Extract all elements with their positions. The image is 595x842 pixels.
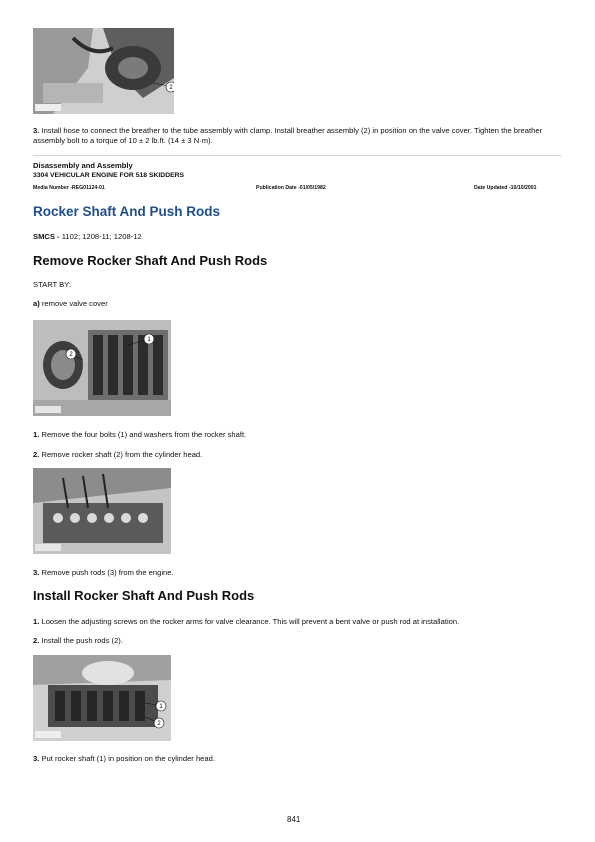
- install-step-3: 3. Put rocker shaft (1) in position on the cylinder head.: [33, 754, 215, 763]
- media-number: Media Number -REG01124-01: [33, 185, 105, 191]
- remove-step-2: 2. Remove rocker shaft (2) from the cylinder head.: [33, 450, 203, 459]
- date-updated: Date Updated -10/10/2001: [474, 185, 537, 191]
- document-category: Disassembly and Assembly: [33, 161, 133, 170]
- photo2-callout-1: 1: [147, 337, 151, 343]
- remove-section-heading: Remove Rocker Shaft And Push Rods: [33, 253, 268, 268]
- install-step-2: 2. Install the push rods (2).: [33, 636, 123, 645]
- page-title: Rocker Shaft And Push Rods: [33, 204, 221, 219]
- smcs-codes: SMCS - 1102; 1208-11; 1208-12: [33, 232, 142, 241]
- start-by-label: START BY:: [33, 280, 71, 289]
- breather-step: 3. Install hose to connect the breather to the tube assembly with clamp. Install breather assembly (2) in position on the valve cover. Tighten the breather assembly bolt to a torque of 10 ± 2 lb.ft. (14 ± 3 N·m).: [33, 126, 543, 145]
- install-step-1: 1. Loosen the adjusting screws on the rocker arms for valve clearance. This will prevent a bent valve or push rod at installation.: [33, 617, 460, 626]
- photo4-callout-1: 1: [159, 704, 163, 710]
- breather-photo: [33, 28, 174, 114]
- header-rule-top: [33, 155, 561, 156]
- page-number: 841: [287, 815, 301, 824]
- publication-date: Publication Date -01/05/1982: [256, 185, 326, 191]
- install-rocker-shaft-photo: [33, 655, 171, 741]
- push-rods-photo: [33, 468, 171, 554]
- remove-step-1: 1. Remove the four bolts (1) and washers from the rocker shaft.: [33, 430, 247, 439]
- rocker-shaft-bolts-photo: [33, 320, 171, 416]
- photo4-callout-2: 2: [157, 721, 161, 727]
- remove-step-3: 3. Remove push rods (3) from the engine.: [33, 568, 174, 577]
- install-section-heading: Install Rocker Shaft And Push Rods: [33, 588, 255, 603]
- start-by-item: a) remove valve cover: [33, 299, 108, 308]
- photo1-callout-2: 2: [169, 85, 173, 91]
- photo2-callout-2: 2: [69, 352, 73, 358]
- document-model: 3304 VEHICULAR ENGINE FOR 518 SKIDDERS: [33, 172, 185, 179]
